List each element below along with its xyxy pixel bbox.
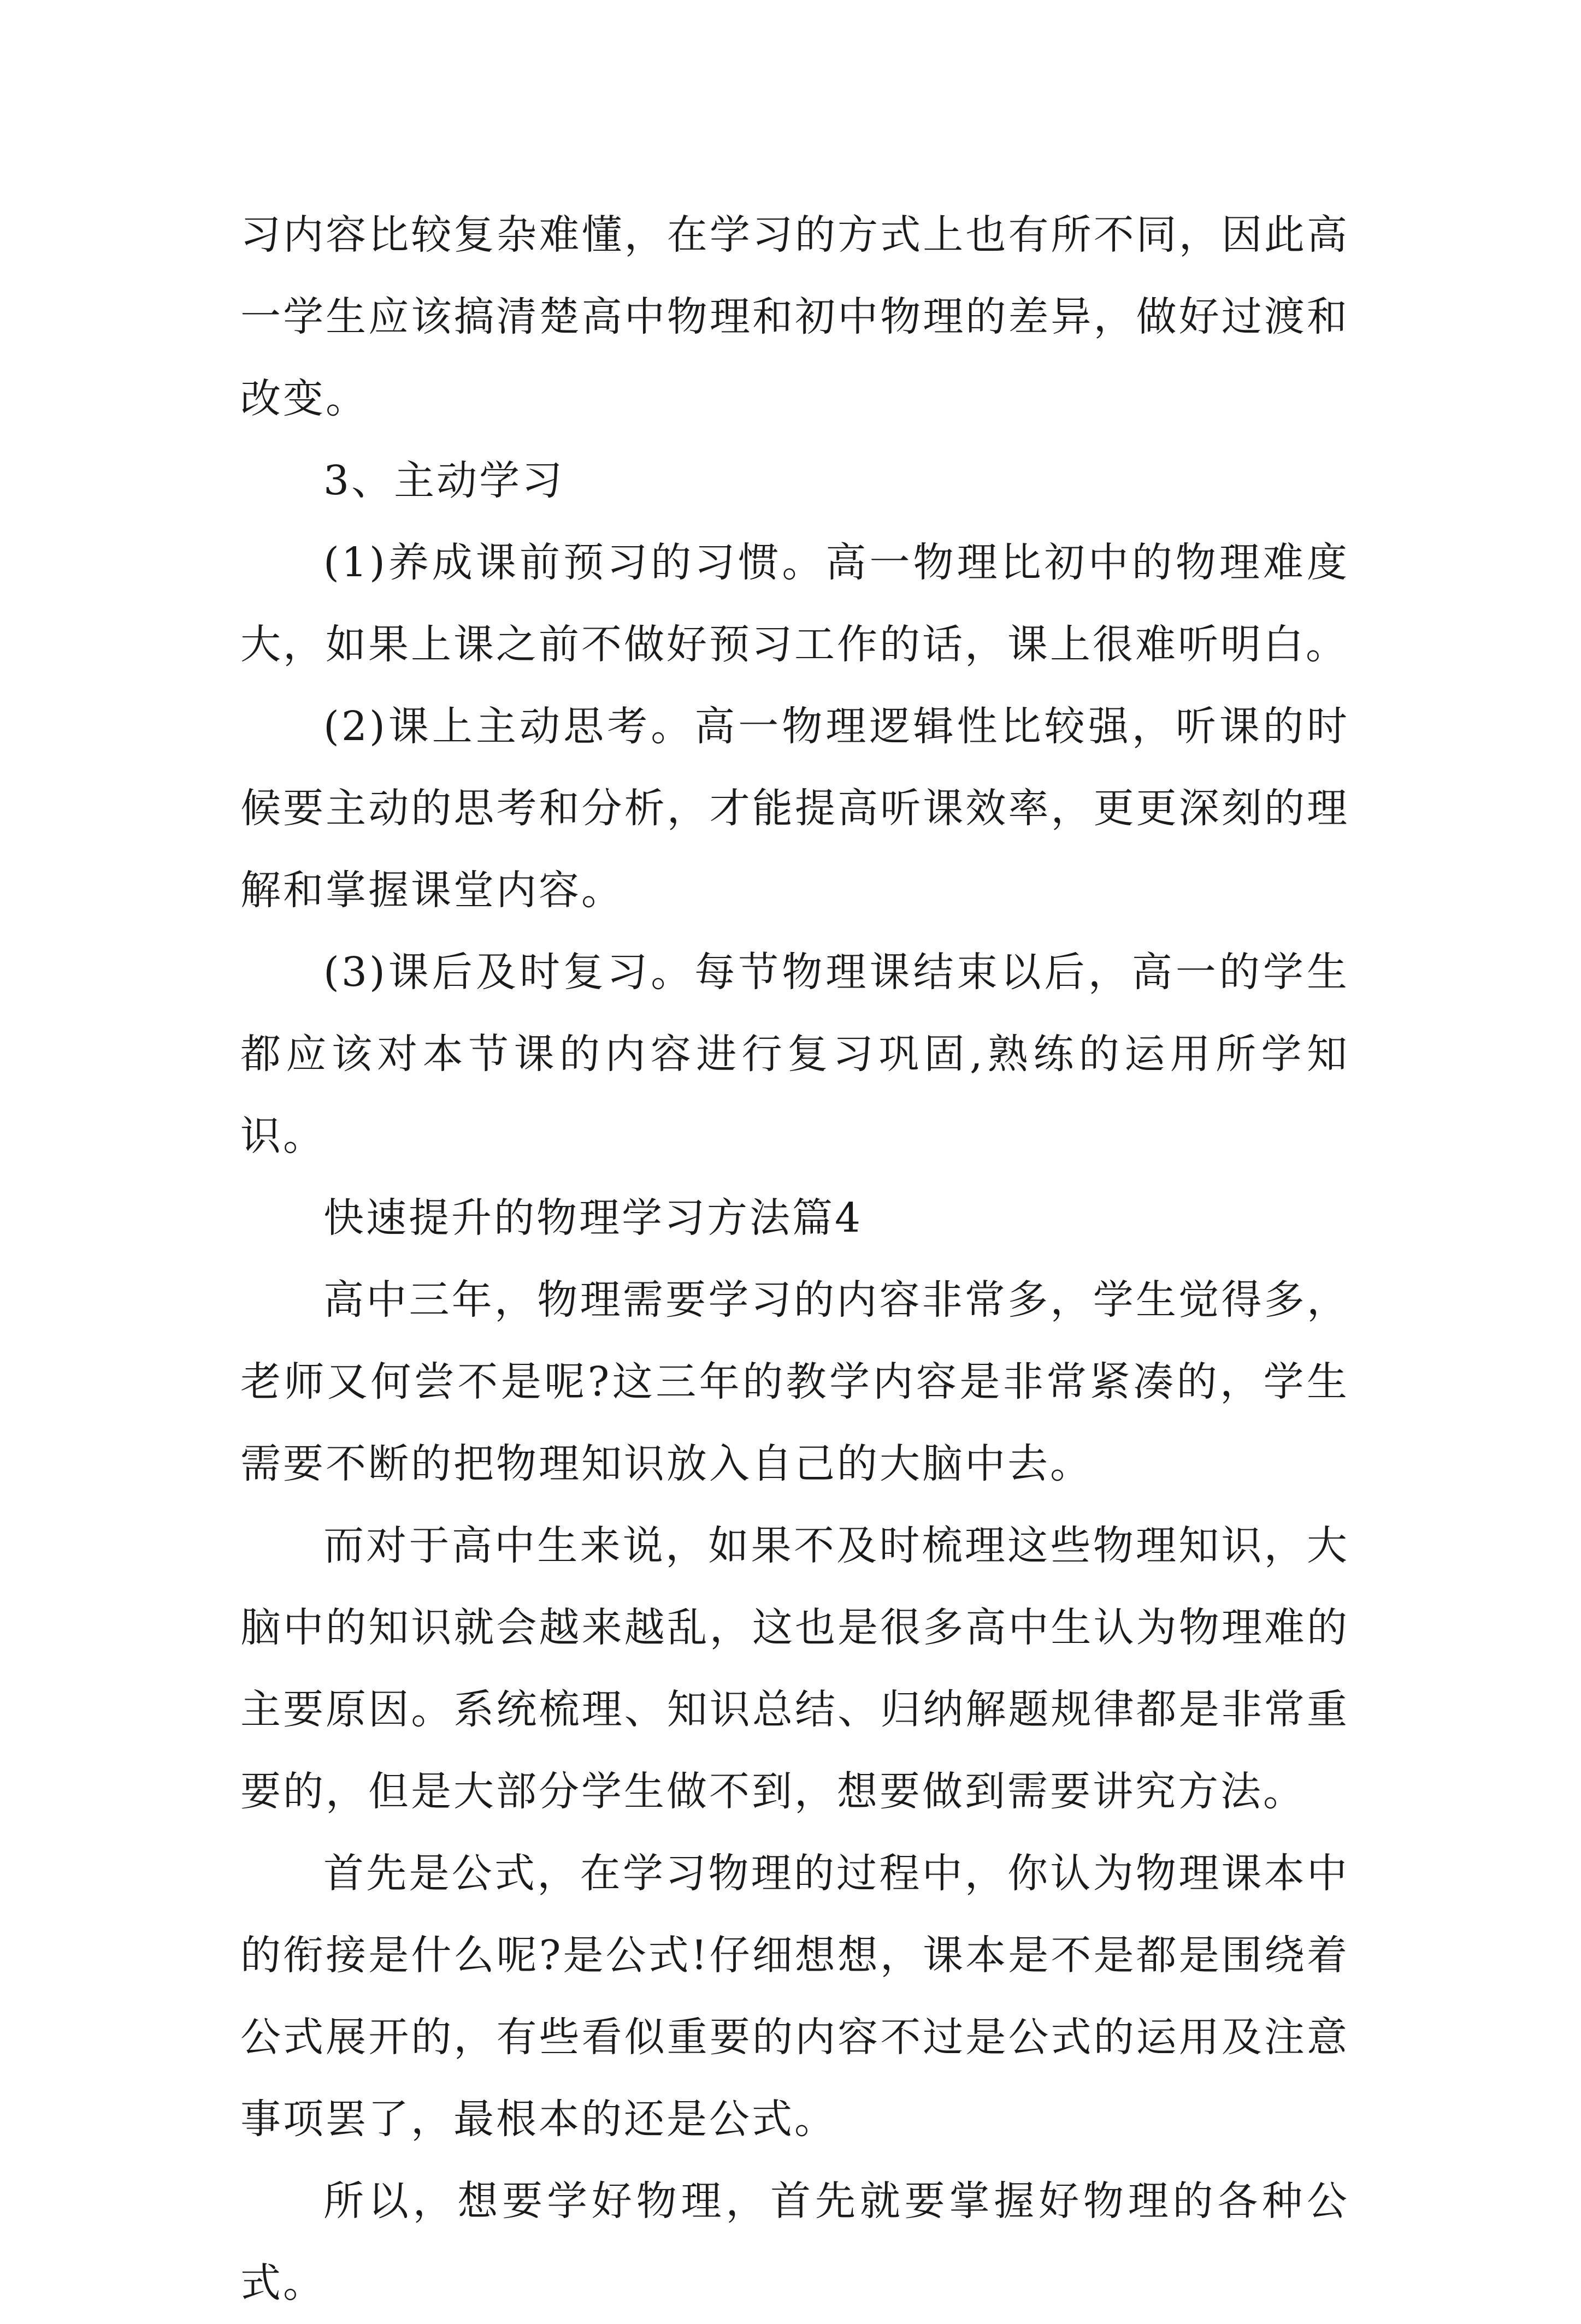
document-body [240,194,1349,2324]
paragraph-master-formulas: 所以，想要学好物理，首先就要掌握好物理的各种公式。 [240,2178,1349,2307]
paragraph-timely-review: (3)课后及时复习。每节物理课结束以后，高一的学生都应该对本节课的内容进行复习巩固,熟练的运用所学知识。 [240,949,1349,1160]
section-heading-active-learning: 3、主动学习 [323,457,565,504]
paragraph-organize-knowledge: 而对于高中生来说，如果不及时梳理这些物理知识，大脑中的知识就会越来越乱，这也是很多高中生认为物理难的主要原因。系统梳理、知识总结、归纳解题规律都是非常重要的，但是大部分学生做不到，想要做到需要讲究方法。 [240,1522,1349,1815]
section-heading-part-4: 快速提升的物理学习方法篇4 [323,1194,863,1241]
paragraph-preview-habit: (1)养成课前预习的习惯。高一物理比初中的物理难度大，如果上课之前不做好预习工作的话，课上很难听明白。 [240,539,1349,668]
paragraph-three-years: 高中三年，物理需要学习的内容非常多，学生觉得多，老师又何尝不是呢?这三年的教学内容是非常紧凑的，学生需要不断的把物理知识放入自己的大脑中去。 [240,1276,1349,1487]
paragraph-active-thinking: (2)课上主动思考。高一物理逻辑性比较强，听课的时候要主动的思考和分析，才能提高听课效率，更更深刻的理解和掌握课堂内容。 [240,703,1349,914]
paragraph-formulas: 首先是公式，在学习物理的过程中，你认为物理课本中的衔接是什么呢?是公式!仔细想想，课本是不是都是围绕着公式展开的，有些看似重要的内容不过是公式的运用及注意事项罢了，最根本的还是公式。 [240,1850,1349,2143]
paragraph-continuation: 习内容比较复杂难懂，在学习的方式上也有所不同，因此高一学生应该搞清楚高中物理和初中物理的差异，做好过渡和改变。 [240,211,1349,422]
